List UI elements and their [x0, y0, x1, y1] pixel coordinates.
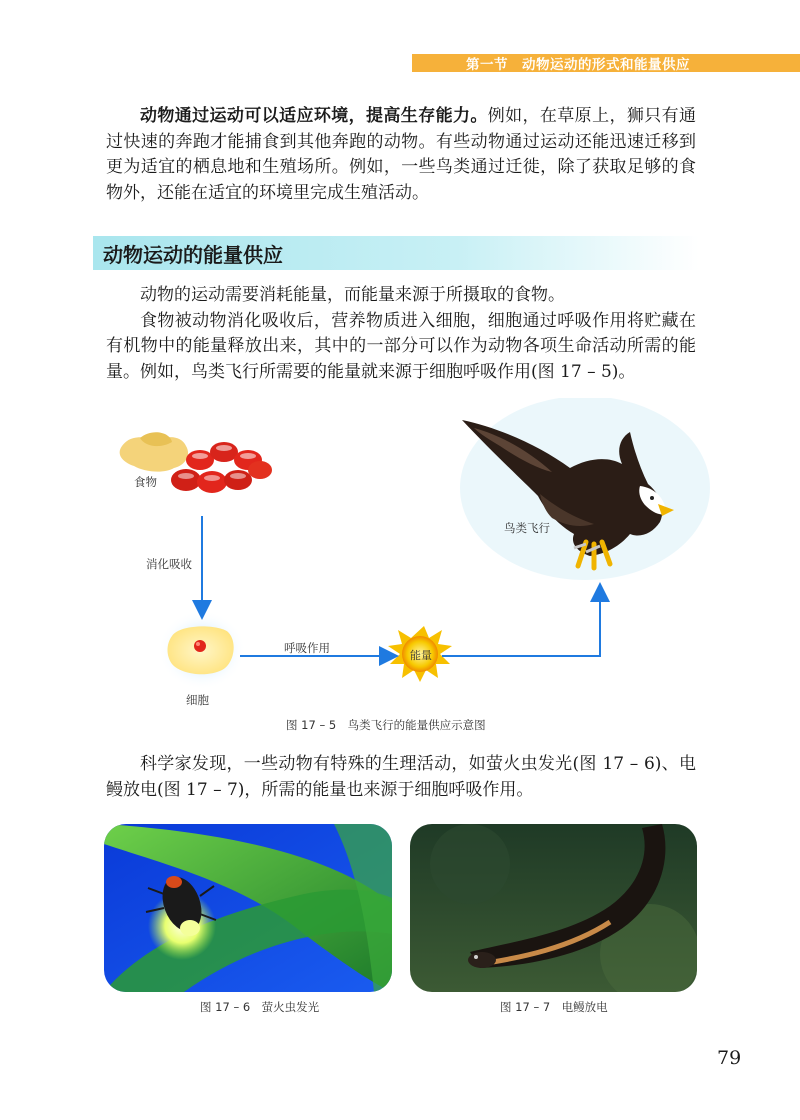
firefly-caption: 图 17 – 6 萤火虫发光 [200, 1000, 320, 1014]
respiration-label: 呼吸作用 [284, 641, 330, 655]
paragraph-energy-source [106, 283, 696, 385]
figure-caption: 图 17 – 5 鸟类飞行的能量供应示意图 [286, 718, 486, 732]
paragraph-text: 例如，在草原上，狮只有通过快速的奔跑才能捕食到其他奔跑的动物。有些动物通过运动还能迅速迁移到更为适宜的栖息地和生殖场所。例如，一些鸟类通过迁徙，除了获取足够的食物外，还能在适宜的环境里完成生殖活动。 [106, 106, 697, 203]
food-label: 食物 [134, 475, 157, 489]
paragraph-special-activity [106, 752, 696, 803]
energy-supply-diagram [100, 398, 710, 743]
bird-flight-label: 鸟类飞行 [504, 521, 550, 535]
eel-caption: 图 17 – 7 电鳗放电 [500, 1000, 608, 1014]
paragraph-text: 食物被动物消化吸收后，营养物质进入细胞，细胞通过呼吸作用将贮藏在有机物中的能量释放出来，其中的一部分可以作为动物各项生命活动所需的能量。例如，鸟类飞行所需要的能量就来源于细胞呼吸作用(图 17 – 5)。 [106, 310, 696, 382]
section-title: 第一节 动物运动的形式和能量供应 [466, 57, 690, 73]
paragraph-text: 动物的运动需要消耗能量，而能量来源于所摄取的食物。 [140, 285, 565, 305]
energy-label: 能量 [410, 649, 432, 662]
page-number: 79 [717, 1047, 742, 1069]
paragraph-text: 科学家发现，一些动物有特殊的生理活动，如萤火虫发光(图 17 – 6)、电鳗放电(图 17 – 7)，所需的能量也来源于细胞呼吸作用。 [106, 754, 696, 800]
electric-eel-photo [410, 824, 697, 992]
cell-illustration [158, 610, 246, 690]
bold-lead-sentence: 动物通过运动可以适应环境，提高生存能力。 [140, 106, 488, 126]
eel-image [410, 824, 697, 992]
chapter-header-bar [412, 54, 800, 72]
section-heading [93, 236, 699, 270]
firefly-image [104, 824, 392, 992]
section-heading-text: 动物运动的能量供应 [103, 242, 283, 267]
firefly-photo [104, 824, 392, 992]
eagle-illustration [460, 398, 710, 580]
digestion-label: 消化吸收 [146, 557, 192, 571]
arrow-energy-to-bird [442, 586, 600, 656]
cell-label: 细胞 [186, 693, 209, 707]
paragraph-adaptation [106, 104, 696, 206]
